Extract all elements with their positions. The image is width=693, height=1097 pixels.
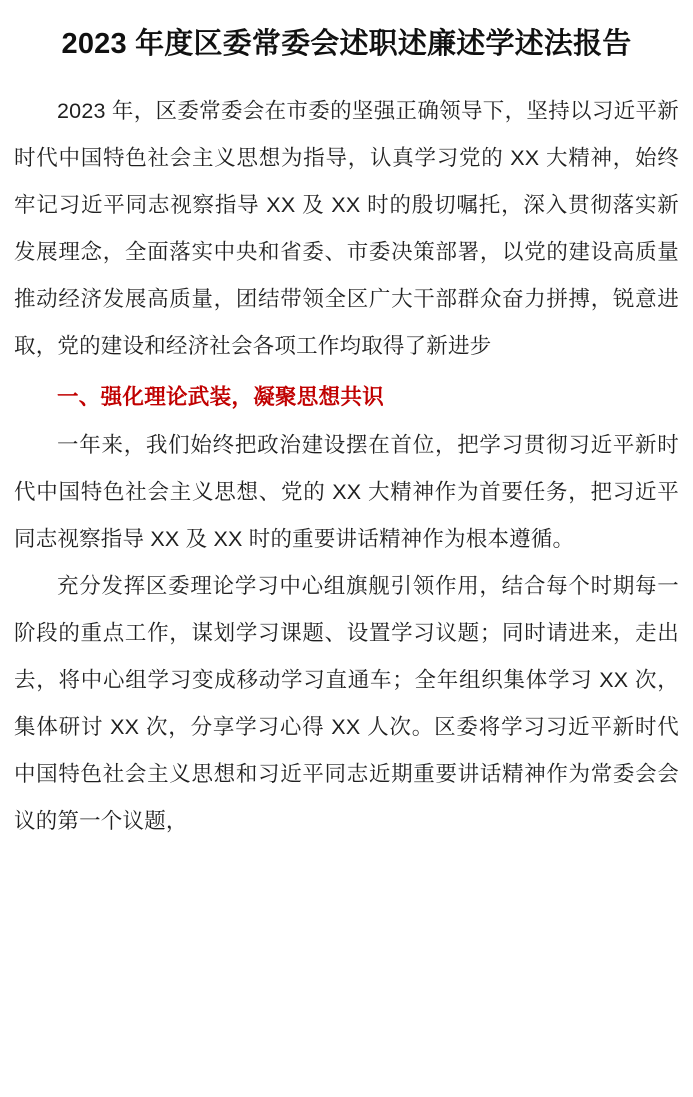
- page-title: 2023 年度区委常委会述职述廉述学述法报告: [61, 28, 632, 60]
- paragraph-section-one-a: 一年来，我们始终把政治建设摆在首位，把学习贯彻习近平新时代中国特色社会主义思想、党的 XX 大精神作为首要任务，把习近平同志视察指导 XX 及 XX 时的重要讲话精神作为根本遵循。: [14, 433, 679, 551]
- paragraph-opening: 2023 年，区委常委会在市委的坚强正确领导下，坚持以习近平新时代中国特色社会主义思想为指导，认真学习党的 XX 大精神，始终牢记习近平同志视察指导 XX 及 XX 时的殷切嘱托，深入贯彻落实新发展理念，全面落实中央和省委、市委决策部署，以党的建设高质量推动经济发展高质量，团结带领全区广大干部群众奋力拼搏，锐意进取，党的建设和经济社会各项工作均取得了新进步: [14, 99, 679, 358]
- section-heading-one: 一、强化理论武装，凝聚思想共识: [57, 385, 385, 409]
- paragraph-section-one-b: 充分发挥区委理论学习中心组旗舰引领作用，结合每个时期每一阶段的重点工作，谋划学习课题、设置学习议题；同时请进来，走出去，将中心组学习变成移动学习直通车；全年组织集体学习 XX 次，集体研讨 XX 次，分享学习心得 XX 人次。区委将学习习近平新时代中国特色社会主义思想和习近平同志近期重要讲话精神作为常委会会议的第一个议题，: [14, 574, 679, 833]
